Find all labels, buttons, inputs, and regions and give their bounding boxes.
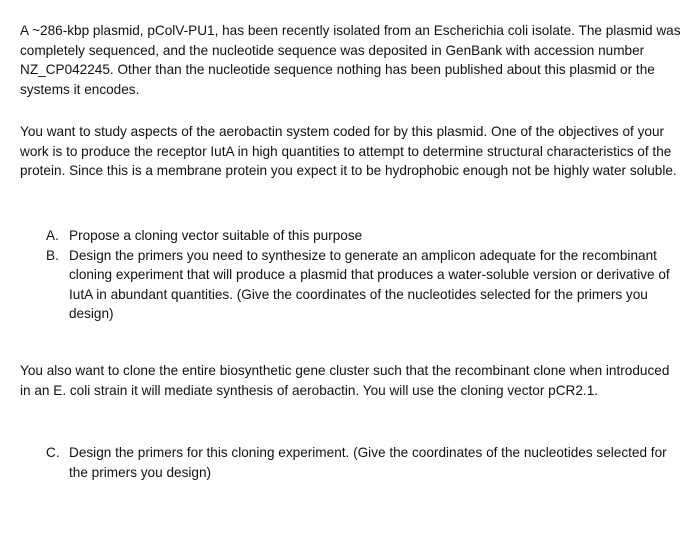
section2-paragraph: You also want to clone the entire biosynthetic gene cluster such that the recombinant clone when introduced in an E. coli strain it will mediate synthesis of aerobactin. You will use the cloning vector pCR2.1. [20, 363, 670, 398]
question-a-marker: A. [46, 228, 59, 243]
question-b [46, 246, 686, 324]
question-c-text: Design the primers for this cloning experiment. (Give the coordinates of the nucleotides selected for the primers you design) [69, 445, 667, 480]
question-b-text: Design the primers you need to synthesize to generate an amplicon adequate for the recombinant cloning experiment that will produce a plasmid that produces a water-soluble version or derivative of IutA in abundant quantities. (Give the coordinates of the nucleotides selected for the primers you design) [69, 247, 670, 321]
question-b-marker: B. [46, 247, 59, 263]
question-c-marker: C. [46, 445, 60, 460]
question-list-2 [46, 443, 686, 482]
intro-paragraph-2: You want to study aspects of the aerobactin system coded for by this plasmid. One of the objectives of your work is to produce the receptor IutA in high quantities to attempt to determine structural characteristics of the protein. Since this is a membrane protein you expect it to be hydrophobic enough not be highly water soluble. [20, 124, 677, 178]
intro-paragraph-1: A ~286-kbp plasmid, pColV-PU1, has been recently isolated from an Escherichia coli isolate. The plasmid was completely sequenced, and the nucleotide sequence was deposited in GenBank with accession number NZ_CP042245. Other than the nucleotide sequence nothing has been published about this plasmid or the systems it encodes. [20, 23, 681, 97]
question-a [46, 226, 686, 246]
question-a-text: Propose a cloning vector suitable of this purpose [69, 228, 363, 243]
question-c [46, 443, 686, 482]
question-list-1 [46, 226, 686, 324]
